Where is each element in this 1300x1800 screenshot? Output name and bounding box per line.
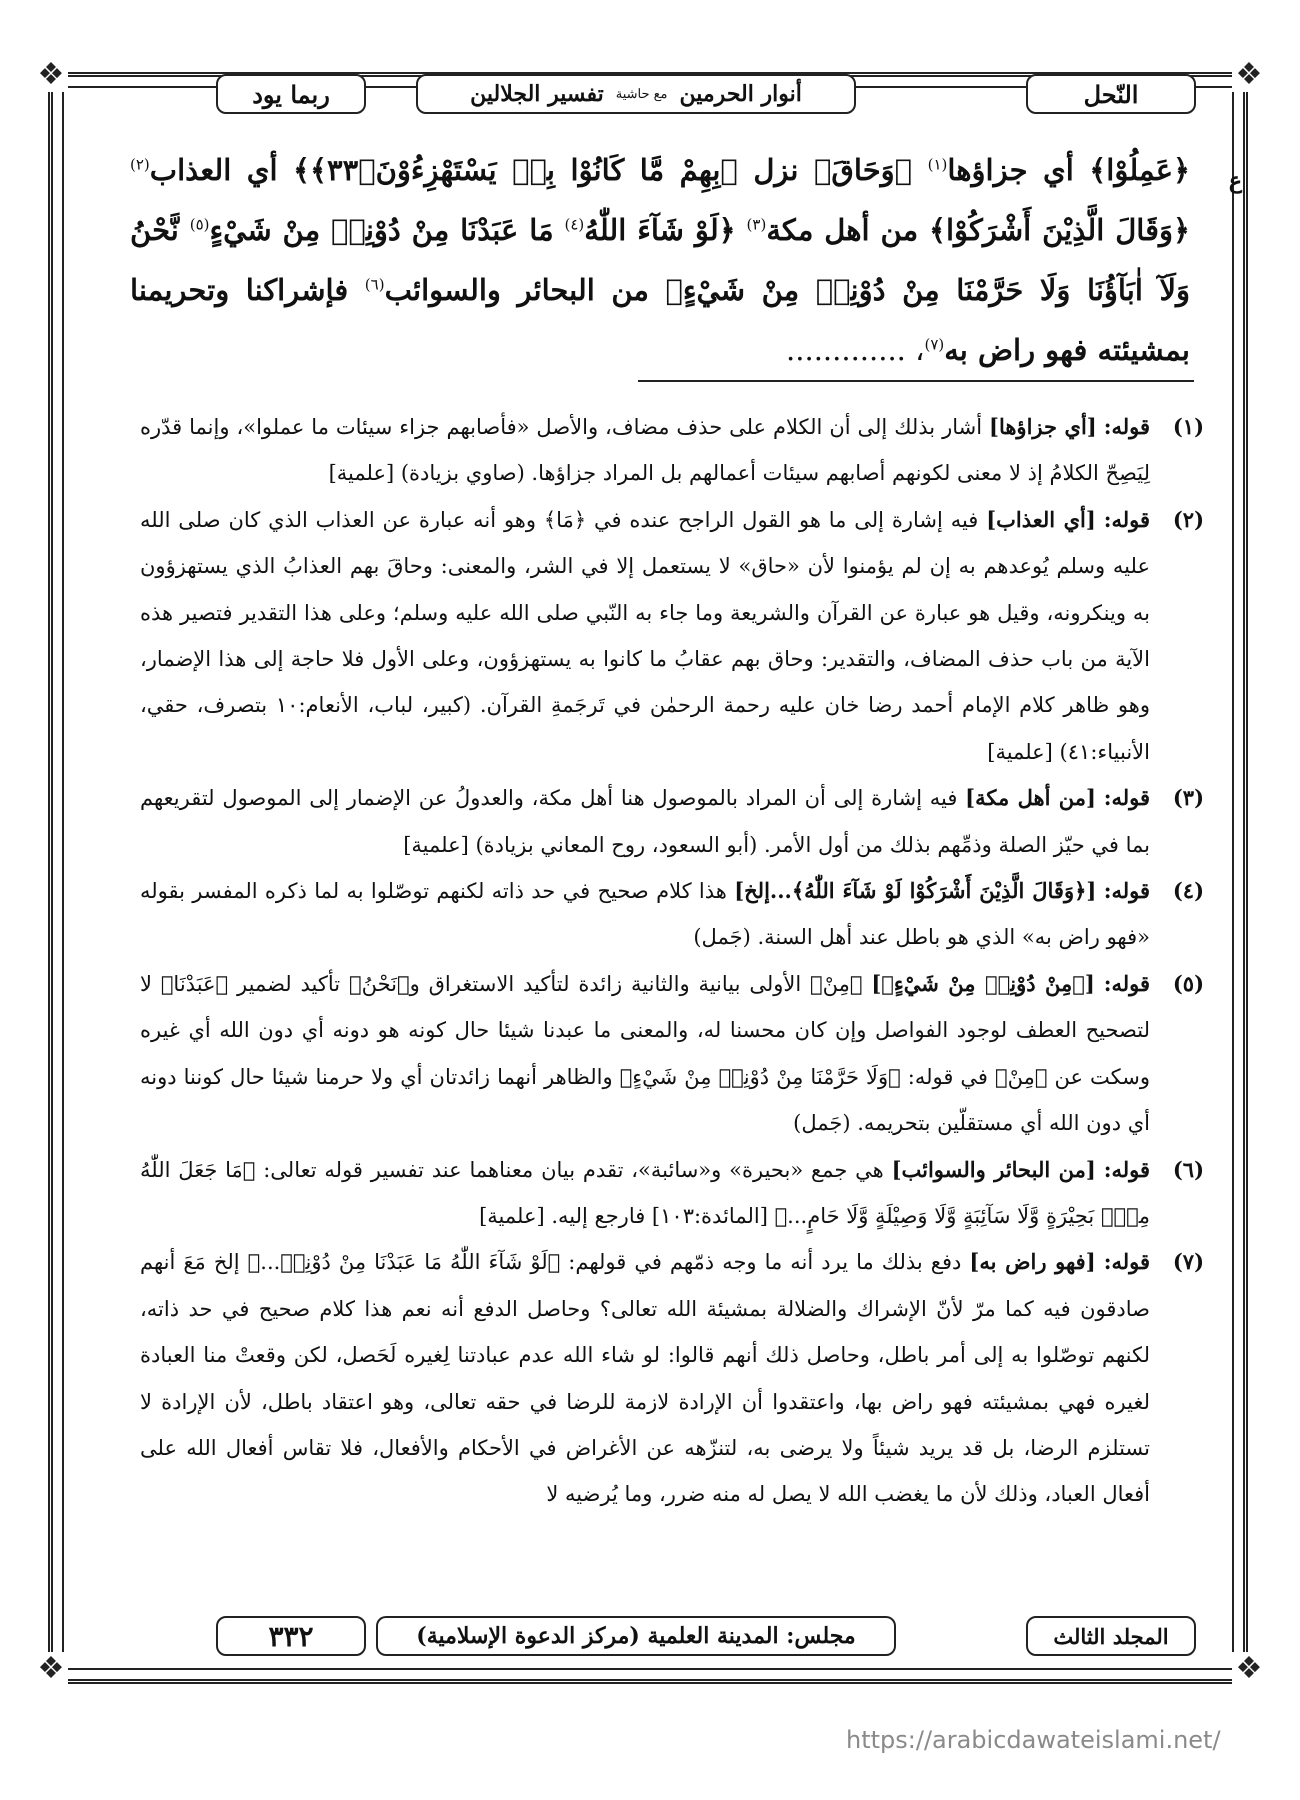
footnote-label: قوله: — [1103, 1156, 1150, 1182]
footnote-item — [140, 868, 1204, 961]
book-title: تفسير الجلالين — [470, 81, 604, 107]
footnote-marker[interactable]: (١) — [927, 155, 948, 174]
footnote-quote: [من أهل مكة] — [965, 785, 1096, 811]
footnote-item — [140, 404, 1204, 497]
footnote-label: قوله: — [1103, 785, 1150, 811]
footnote-marker[interactable]: (٣) — [746, 215, 767, 234]
main-text-segment: ﴿عَمِلُوْا﴾ أي جزاؤها — [947, 153, 1190, 187]
main-paragraph — [130, 140, 1190, 380]
footnote-separator — [638, 380, 1194, 382]
juz-title: ربما يود — [216, 74, 366, 114]
footnote-number: (١) — [1172, 414, 1204, 439]
footnote-item — [140, 1147, 1204, 1240]
footnote-text: فيه إشارة إلى أن المراد بالموصول هنا أهل مكة، والعدولُ عن الإضمار إلى الموصول لتقريعهم بما في حيّز الصلة وذمِّهم بذلك من أول الأمر. (أبو السعود، روح المعاني بزيادة) [علمية] — [140, 786, 1150, 857]
footnote-body — [140, 961, 1150, 1147]
footnote-label: قوله: — [1103, 506, 1150, 532]
main-text-segment: نَّحْنُ وَلَآ اٰبَآؤُنَا وَلَا حَرَّمْنَا مِنْ دُوْنِهٖ مِنْ شَيْءٍ﴾ من البحائر والسوائب — [130, 213, 1190, 307]
corner-ornament-icon: ❖ — [34, 58, 68, 92]
continuation-dots: ، ............. — [786, 333, 925, 367]
footnote-body — [140, 868, 1150, 961]
footnote-label: قوله: — [1103, 878, 1150, 904]
footnote-text: ﴿مِنْ﴾ الأولى بيانية والثانية زائدة لتأكيد الاستغراق و﴿نَحْنُ﴾ تأكيد لضمير ﴿عَبَدْنَا﴾ لا لتصحيح العطف لوجود الفواصل وإن كان محسنا له، والمعنى ما عبدنا شيئا حال كونه هو دونه أي دون الله أي غيره وسكت عن ﴿مِنْ﴾ في قوله: ﴿وَلَا حَرَّمْنَا مِنْ دُوْنِهٖ مِنْ شَيْءٍ﴾ والظاهر أنهما زائدتان أي ولا حرمنا شيئا حال كوننا دونه أي دون الله أي مستقلّين بتحريمه. (جَمل) — [140, 971, 1150, 1136]
footnote-item — [140, 775, 1204, 868]
footnote-text: فيه إشارة إلى ما هو القول الراجح عنده في ﴿مَا﴾ وهو أنه عبارة عن العذاب الذي كان صلى الله عليه وسلم يُوعدهم به إن لم يؤمنوا لأن «حاق» لا يستعمل إلا في الشر، والمعنى: وحاقَ بهم العذابُ الذي يستهزؤون به وينكرونه، وقيل هو عبارة عن القرآن والشريعة وما جاء به النّبي صلى الله عليه وسلم؛ وعلى هذا التقدير فتصير هذه الآية من باب حذف المضاف، والتقدير: وحاق بهم عقابُ ما كانوا به يستهزؤون، وعلى الأول فلا حاجة إلى هذا الإضمار، وهو ظاهر كلام الإمام أحمد رضا خان عليه رحمة الرحمٰن في تَرجَمةِ القرآن. (كبير، لباب، الأنعام:١٠ بتصرف، حقي، الأنبياء:٤١) [علمية] — [140, 507, 1150, 764]
footnote-quote: [فهو راض به] — [969, 1249, 1096, 1275]
page-number: ٣٣٢ — [216, 1616, 366, 1656]
footnote-number: (٤) — [1172, 878, 1204, 904]
footnote-body — [140, 404, 1150, 497]
page-header — [216, 74, 1139, 118]
volume-label: المجلد الثالث — [1026, 1616, 1196, 1656]
footnote-text: هي جمع «بحيرة» و«سائبة»، تقدم بيان معناهما عند تفسير قوله تعالى: ﴿مَا جَعَلَ اللّٰهُ مِنْۢ بَحِيْرَةٍ وَّلَا سَآئِبَةٍ وَّلَا وَصِيْلَةٍ وَّلَا حَامٍ...﴾ [المائدة:١٠٣] فارجع إليه. [علمية] — [140, 1157, 1150, 1228]
footnote-text: هذا كلام صحيح في حد ذاته لكنهم توصّلوا به لما ذكره المفسر بقوله «فهو راض به» الذي هو باطل عند أهل السنة. (جَمل) — [140, 879, 1150, 950]
footnote-quote: [أي العذاب] — [986, 506, 1096, 532]
footnote-item — [140, 1239, 1204, 1517]
footnote-item — [140, 961, 1204, 1147]
footnote-number: (٣) — [1172, 785, 1204, 811]
footnote-number: (٢) — [1172, 506, 1204, 532]
book-title-box — [416, 74, 856, 114]
footnote-body — [140, 1147, 1150, 1240]
publisher-label: مجلس: المدينة العلمية (مركز الدعوة الإسلامية) — [376, 1616, 896, 1656]
footnote-label: قوله: — [1103, 970, 1150, 996]
footnote-label: قوله: — [1103, 1249, 1150, 1275]
main-text-segment: فإشراكنا وتحريمنا بمشيئته فهو راض به — [130, 273, 1190, 367]
corner-ornament-icon: ❖ — [34, 1652, 68, 1686]
footnote-text: دفع بذلك ما يرد أنه ما وجه ذمّهم في قولهم: ﴿لَوْ شَآءَ اللّٰهُ مَا عَبَدْنَا مِنْ دُوْنِهٖ...﴾ إلخ مَعَ أنهم صادقون فيه كما مرّ لأنّ الإشراك والضلالة بمشيئة الله تعالى؟ وحاصل الدفع أنه نعم هذا كلام صحيح في حد ذاته، لكنهم توصّلوا به إلى أمر باطل، وحاصل ذلك أنهم قالوا: لو شاء الله عدم عبادتنا لِغيره لَحَصل، لكن وقعتْ منا العبادة لغيره فهي بمشيئته فهو راض بها، واعتقدوا أن الإرادة لازمة للرضا في حقه تعالى، وهو اعتقاد باطل، لأن الإرادة لا تستلزم الرضا، بل قد يريد شيئاً ولا يرضى به، لتنزّهه عن الأغراض في الأحكام والأفعال، فلا تقاس أفعال الله على أفعال العباد، وذلك لأن ما يغضب الله لا يصل له منه ضرر، وما يُرضيه لا — [140, 1250, 1150, 1507]
footnote-quote: [من البحائر والسوائب] — [891, 1156, 1096, 1182]
book-subtitle-small: مع حاشية — [615, 86, 668, 102]
footnote-item — [140, 497, 1204, 775]
footnote-number: (٦) — [1172, 1156, 1204, 1182]
footnote-marker[interactable]: (٢) — [130, 155, 150, 174]
side-marker: ع — [1228, 168, 1242, 194]
footnote-body — [140, 497, 1150, 775]
footnote-number: (٥) — [1172, 970, 1204, 996]
footnote-quote: [أي جزاؤها] — [989, 414, 1097, 439]
main-text-segment: ﴿وَحَاقَ﴾ نزل ﴿بِهِمْ مَّا كَانُوْا بِهٖ يَسْتَهْزِءُوْنَ﴿۳۳﴾﴾ أي العذاب — [149, 153, 928, 187]
main-text — [130, 140, 1190, 380]
footnote-body — [140, 1239, 1150, 1517]
main-text-segment: مَا عَبَدْنَا مِنْ دُوْنِهٖ مِنْ شَيْءٍ — [209, 213, 565, 247]
main-text-segment: ﴿لَوْ شَآءَ اللّٰهُ — [584, 213, 747, 247]
footnote-label: قوله: — [1103, 414, 1150, 439]
corner-ornament-icon: ❖ — [1232, 1652, 1266, 1686]
book-subtitle: أنوار الحرمين — [679, 81, 802, 107]
surah-title: النّحل — [1026, 74, 1196, 114]
corner-ornament-icon: ❖ — [1232, 58, 1266, 92]
footnote-quote: [﴿مِنْ دُوْنِهٖ مِنْ شَيْءٍ﴾] — [871, 970, 1095, 996]
footnote-marker[interactable]: (٤) — [564, 215, 585, 234]
source-url[interactable]: https://arabicdawateislami.net/ — [846, 1726, 1221, 1754]
footnote-marker[interactable]: (٥) — [189, 215, 210, 234]
footnote-quote: [﴿وَقَالَ الَّذِيْنَ أَشْرَكُوْا لَوْ شَآءَ اللّٰهُ﴾...إلخ] — [734, 878, 1097, 904]
footnote-text: أشار بذلك إلى أن الكلام على حذف مضاف، والأصل «فأصابهم جزاء سيئات ما عملوا»، وإنما قدّره لِيَصِحّ الكلامُ إذ لا معنى لكونهم أصابهم سيئات أعمالهم بل المراد جزاؤها. (صاوي بزيادة) [علمية] — [140, 415, 1150, 486]
footnotes — [140, 404, 1204, 1518]
footnote-marker[interactable]: (٧) — [924, 335, 945, 354]
main-text-segment: ﴿وَقَالَ الَّذِيْنَ أَشْرَكُوْا﴾ من أهل مكة — [766, 213, 1190, 247]
footnote-body — [140, 775, 1150, 868]
footnote-marker[interactable]: (٦) — [364, 275, 385, 294]
page-footer — [216, 1616, 1169, 1660]
footnote-number: (٧) — [1172, 1249, 1204, 1275]
